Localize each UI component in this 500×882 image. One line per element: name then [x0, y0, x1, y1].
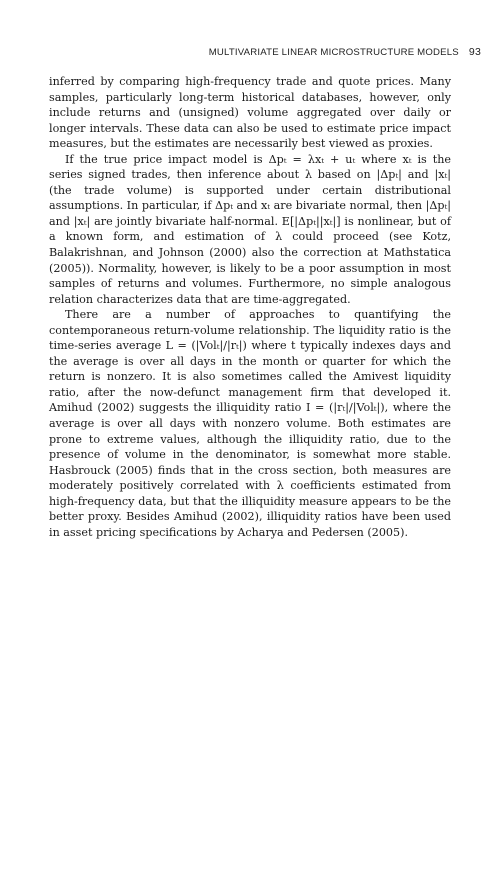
running-head: [0, 46, 481, 58]
paragraph-1: inferred by comparing high-frequency trade and quote prices. Many samples, particularly long-term historical databases, however, only include returns and (unsigned) volume aggregated over daily or longer intervals. These data can also be used to estimate price impact measures, but the estimates are necessarily best viewed as proxies.: [49, 75, 451, 151]
running-title: MULTIVARIATE LINEAR MICROSTRUCTURE MODELS: [208, 47, 459, 58]
paragraph-2: If the true price impact model is Δpₜ = λxₜ + uₜ where xₜ is the series signed trades, then inference about λ based on |Δpₜ| and |xₜ| (the trade volume) is supported under certain distributional assumptions. In particular, if Δpₜ and xₜ are bivariate normal, then |Δpₜ| and |xₜ| are jointly bivariate half-normal. E[|Δpₜ||xₜ|] is nonlinear, but of a known form, and estimation of λ could proceed (see Kotz, Balakrishnan, and Johnson (2000) also the correction at Mathstatica (2005)). Normality, however, is likely to be a poor assumption in most samples of returns and volumes. Furthermore, no simple analogous relation characterizes data that are time-aggregated.: [49, 152, 451, 306]
page-number: 93: [468, 46, 481, 58]
body-text: [49, 74, 451, 540]
paragraph-3: There are a number of approaches to quantifying the contemporaneous return-volume relationship. The liquidity ratio is the time-series average L = (|Volₜ|/|rₜ|) where t typically indexes days and the average is over all days in the month or quarter for which the return is nonzero. It is also sometimes called the Amivest liquidity ratio, after the now-defunct management firm that developed it. Amihud (2002) suggests the illiquidity ratio I = (|rₜ|/|Volₜ|), where the average is over all days with nonzero volume. Both estimates are prone to extreme values, although the illiquidity ratio, due to the presence of volume in the denominator, is somewhat more stable. Hasbrouck (2005) finds that in the cross section, both measures are moderately positively correlated with λ coefficients estimated from high-frequency data, but that the illiquidity measure appears to be the better proxy. Besides Amihud (2002), illiquidity ratios have been used in asset pricing specifications by Acharya and Pedersen (2005).: [49, 308, 451, 539]
